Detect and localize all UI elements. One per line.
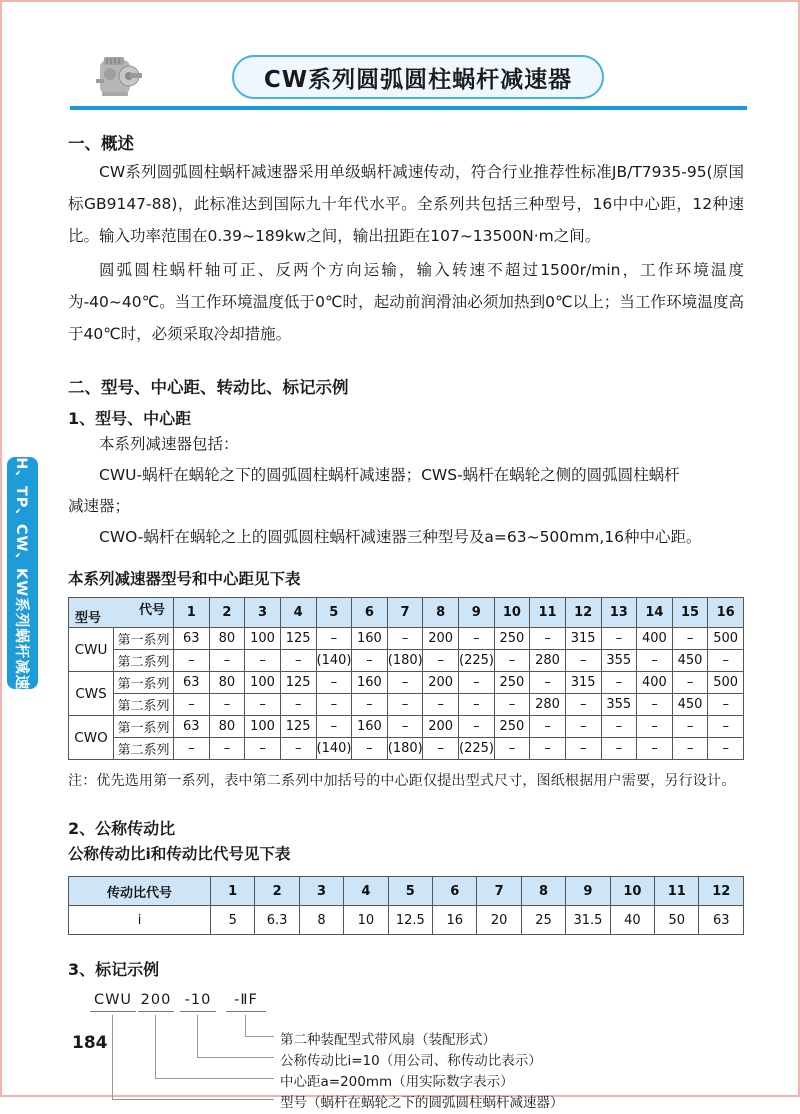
ratio-code-cell: 1 [211,877,255,906]
ratio-value-cell: 6.3 [255,906,299,935]
models-line-2: 减速器； [68,497,131,515]
overview-paragraph-1: CW系列圆弧圆柱蜗杆减速器采用单级蜗杆减速传动，符合行业推荐性标准JB/T7935-95(原国标GB9147-88)，此标准达到国际九十年代水平。全系列共包括三种型号，16中中心距，12种速比。输入功率范围在0.39~189kw之间，输出扭距在107~13500N·m之间。 [68,163,744,245]
section-ratio-heading: 2、公称传动比 [68,819,176,838]
center-distance-cell: 100 [245,628,281,650]
code-header-cell: 3 [245,598,281,628]
center-distance-cell: – [708,738,744,760]
code-header-cell: 4 [280,598,316,628]
marking-connector-line [197,1015,198,1057]
center-distance-cell: – [637,738,673,760]
ratio-code-cell: 4 [344,877,388,906]
center-distance-cell: – [209,738,245,760]
model-table-header-row [69,598,744,628]
series-side-tab-label: WH、TP、CW、KW系列蜗杆减速机 [13,440,29,706]
center-distance-cell: – [708,694,744,716]
marking-label-model: 型号（蜗杆在蜗轮之下的圆弧圆柱蜗杆减速器） [280,1095,564,1111]
center-distance-cell: – [494,694,530,716]
marking-part-ratio: -10 [180,992,216,1012]
series-side-tab [7,440,38,706]
center-distance-cell: – [316,694,352,716]
center-distance-cell: (180) [387,650,423,672]
marking-part-center: 200 [138,992,174,1012]
center-distance-cell: 80 [209,716,245,738]
ratio-value-cell: 50 [655,906,699,935]
ratio-code-cell: 8 [521,877,565,906]
center-distance-cell: – [459,716,495,738]
code-header-cell: 14 [637,598,673,628]
center-distance-cell: – [459,628,495,650]
ratio-code-cell: 6 [433,877,477,906]
models-line-3: CWO-蜗杆在蜗轮之上的圆弧圆柱蜗杆减速器三种型号及a=63~500mm,16种中心距。 [99,528,702,546]
center-distance-cell: 125 [280,628,316,650]
center-distance-cell: 80 [209,628,245,650]
section-models-heading: 二、型号、中心距、转动比、标记示例 [68,378,349,397]
ratio-code-cell: 12 [699,877,744,906]
center-distance-cell: 450 [672,694,708,716]
center-distance-cell: – [530,738,566,760]
code-header-cell: 7 [387,598,423,628]
ratio-code-cell: 11 [655,877,699,906]
series-label-cell: 第二系列 [114,650,174,672]
ratio-table-header-row [69,877,744,906]
center-distance-cell: – [209,650,245,672]
center-distance-cell: (180) [387,738,423,760]
center-distance-cell: – [565,650,601,672]
center-distance-cell: – [245,650,281,672]
model-series2-row [69,650,744,672]
ratio-value-cell: 8 [299,906,343,935]
center-distance-cell: – [459,694,495,716]
center-distance-cell: 400 [637,628,673,650]
center-distance-cell: 250 [494,628,530,650]
center-distance-cell: – [601,672,637,694]
code-header-cell: 11 [530,598,566,628]
center-distance-cell: 160 [352,716,388,738]
overview-paragraph-2: 圆弧圆柱蜗杆轴可正、反两个方向运输，输入转速不超过1500r/min，工作环境温度为-40~40℃。当工作环境温度低于0℃时，起动前润滑油必须加热到0℃以上；当工作环境温度高于40℃时，必须采取冷却措施。 [68,261,744,343]
center-distance-cell: 500 [708,628,744,650]
code-header-cell: 10 [494,598,530,628]
center-distance-cell: 63 [174,716,210,738]
center-distance-cell: – [601,628,637,650]
model-series2-row [69,694,744,716]
center-distance-cell: 280 [530,650,566,672]
center-distance-cell: (225) [459,650,495,672]
section-ratio [68,816,744,935]
center-distance-cell: 200 [423,628,459,650]
center-distance-cell: – [387,694,423,716]
code-header-cell: 2 [209,598,245,628]
ratio-value-cell: 12.5 [388,906,432,935]
center-distance-cell: 315 [565,672,601,694]
worm-gear-reducer-photo [96,52,142,100]
center-distance-cell: 450 [672,650,708,672]
center-distance-cell: 125 [280,672,316,694]
center-distance-cell: – [316,628,352,650]
center-distance-cell: – [352,738,388,760]
ratio-value-cell: 40 [610,906,654,935]
center-distance-cell: 280 [530,694,566,716]
center-distance-cell: – [316,716,352,738]
series-label-cell: 第二系列 [114,738,174,760]
ratio-value-cell: 16 [433,906,477,935]
center-distance-cell: – [565,694,601,716]
center-distance-cell: – [387,628,423,650]
center-distance-cell: – [494,650,530,672]
page-content [2,130,798,1114]
code-header-cell: 15 [672,598,708,628]
model-name-cell: CWO [69,716,114,760]
center-distance-cell: (225) [459,738,495,760]
center-distance-cell: 100 [245,672,281,694]
center-distance-cell: – [708,650,744,672]
marking-part-model: CWU [90,992,136,1012]
center-distance-cell: – [280,650,316,672]
series-label-cell: 第一系列 [114,628,174,650]
model-series1-row [69,672,744,694]
ratio-value-cell: 10 [344,906,388,935]
center-distance-cell: – [280,694,316,716]
ratio-code-cell: 3 [299,877,343,906]
center-distance-cell: 250 [494,716,530,738]
center-distance-cell: 100 [245,716,281,738]
center-distance-cell: 250 [494,672,530,694]
center-distance-cell: 400 [637,672,673,694]
corner-label-code: 代号 [138,603,165,618]
model-table-corner-cell [69,598,174,628]
center-distance-cell: – [352,650,388,672]
center-distance-cell: 355 [601,650,637,672]
code-header-cell: 13 [601,598,637,628]
center-distance-cell: – [565,716,601,738]
ratio-code-cell: 10 [610,877,654,906]
center-distance-cell: – [672,738,708,760]
code-header-cell: 5 [316,598,352,628]
center-distance-cell: 125 [280,716,316,738]
code-header-cell: 1 [174,598,210,628]
marking-connector-line [155,1078,274,1079]
ratio-code-cell: 5 [388,877,432,906]
ratio-table-intro: 公称传动比i和传动比代号见下表 [68,845,291,863]
center-distance-cell: 355 [601,694,637,716]
page-number: 184 [72,1033,108,1053]
center-distance-cell: – [637,694,673,716]
center-distance-cell: – [601,716,637,738]
ratio-row-label: i [69,906,211,935]
models-intro: 本系列减速器包括： [99,435,239,453]
title-banner [232,55,604,99]
page-header [2,2,798,110]
center-distance-cell: – [174,694,210,716]
center-distance-cell: – [530,628,566,650]
center-distance-cell: 200 [423,672,459,694]
center-distance-cell: – [174,650,210,672]
center-distance-cell: (140) [316,738,352,760]
code-header-cell: 16 [708,598,744,628]
marking-connector-line [197,1057,274,1058]
center-distance-cell: – [601,738,637,760]
model-series1-row [69,628,744,650]
ratio-code-header-label: 传动比代号 [69,877,211,906]
marking-connector-line [245,1015,246,1036]
series-label-cell: 第一系列 [114,672,174,694]
center-distance-cell: – [530,716,566,738]
center-distance-cell: 80 [209,672,245,694]
ratio-value-cell: 25 [521,906,565,935]
marking-connector-line [112,1099,274,1100]
code-header-cell: 9 [459,598,495,628]
ratio-code-table [68,876,744,935]
ratio-code-cell: 7 [477,877,521,906]
center-distance-cell: – [672,672,708,694]
center-distance-cell: – [637,716,673,738]
center-distance-cell: – [387,672,423,694]
center-distance-cell: (140) [316,650,352,672]
ratio-table-value-row [69,906,744,935]
center-distance-cell: – [637,650,673,672]
center-distance-cell: – [352,694,388,716]
center-distance-cell: – [174,738,210,760]
code-header-cell: 12 [565,598,601,628]
center-distance-cell: 160 [352,672,388,694]
code-header-cell: 6 [352,598,388,628]
series-label-cell: 第一系列 [114,716,174,738]
model-name-cell: CWS [69,672,114,716]
marking-connector-line [155,1015,156,1078]
section-marking-heading: 3、标记示例 [68,960,160,979]
ratio-value-cell: 5 [211,906,255,935]
marking-part-assembly: -ⅡF [226,992,266,1012]
center-distance-cell: 315 [565,628,601,650]
marking-label-ratio: 公称传动比i=10（用公司、称传动比表示） [280,1053,542,1069]
marking-label-center: 中心距a=200mm（用实际数字表示） [280,1074,514,1090]
marking-connector-line [112,1015,113,1099]
marking-label-assembly: 第二种装配型式带风扇（装配形式） [280,1032,496,1048]
center-distance-cell: – [423,650,459,672]
header-divider [70,106,747,110]
center-distance-cell: 500 [708,672,744,694]
center-distance-cell: – [459,672,495,694]
ratio-code-cell: 9 [566,877,610,906]
center-distance-cell: – [494,738,530,760]
center-distance-cell: 63 [174,628,210,650]
models-line-1: CWU-蜗杆在蜗轮之下的圆弧圆柱蜗杆减速器；CWS-蜗杆在蜗轮之侧的圆弧圆柱蜗杆 [99,466,680,484]
section-marking [68,957,744,1114]
model-name-cell: CWU [69,628,114,672]
marking-connector-line [245,1036,274,1037]
center-distance-cell: – [209,694,245,716]
center-distance-cell: – [530,672,566,694]
center-distance-cell: – [672,716,708,738]
center-distance-cell: – [565,738,601,760]
sub-models-heading: 1、型号、中心距 [68,409,192,428]
model-table-note: 注：优先选用第一系列，表中第二系列中加括号的中心距仅提出型式尺寸，图纸根据用户需要，另行设计。 [68,773,736,789]
corner-label-model: 型号 [75,611,102,626]
center-distance-cell: 63 [174,672,210,694]
ratio-code-cell: 2 [255,877,299,906]
center-distance-cell: – [245,738,281,760]
ratio-value-cell: 63 [699,906,744,935]
center-distance-cell: – [708,716,744,738]
center-distance-cell: – [316,672,352,694]
model-series2-row [69,738,744,760]
series-label-cell: 第二系列 [114,694,174,716]
model-series1-row [69,716,744,738]
marking-diagram [68,992,744,1114]
center-distance-cell: – [423,738,459,760]
center-distance-cell: 160 [352,628,388,650]
ratio-value-cell: 20 [477,906,521,935]
center-distance-cell: 200 [423,716,459,738]
center-distance-cell: – [423,694,459,716]
section-overview [68,130,744,350]
section-models [68,374,744,790]
code-header-cell: 8 [423,598,459,628]
center-distance-cell: – [245,694,281,716]
center-distance-cell: – [672,628,708,650]
model-table-intro: 本系列减速器型号和中心距见下表 [68,570,301,588]
ratio-value-cell: 31.5 [566,906,610,935]
page-title: CW系列圆弧圆柱蜗杆减速器 [263,66,573,93]
center-distance-cell: – [280,738,316,760]
center-distance-cell: – [387,716,423,738]
section-overview-heading: 一、概述 [68,134,134,153]
model-center-distance-table [68,597,744,760]
